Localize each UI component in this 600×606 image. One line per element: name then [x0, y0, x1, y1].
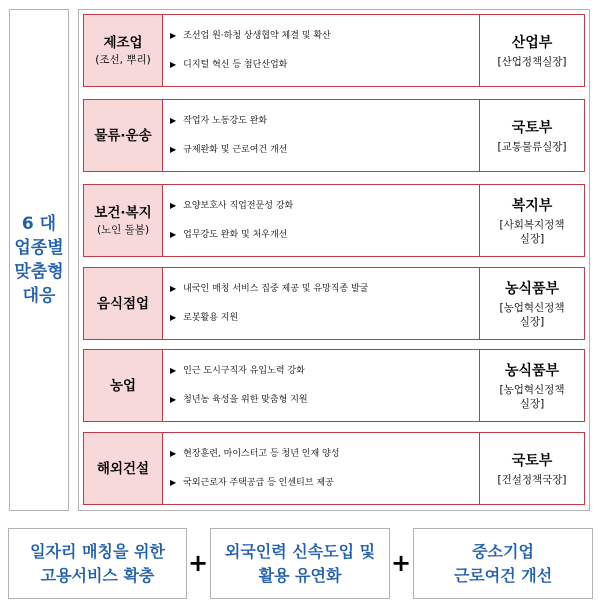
sector-row — [83, 99, 585, 172]
measure-text: 업무강도 완화 및 처우개선 — [183, 230, 288, 241]
measure-item — [162, 309, 480, 327]
measure-list — [162, 185, 480, 256]
measure-list — [162, 15, 480, 86]
sector-cell — [84, 15, 163, 86]
agency-cell — [479, 15, 584, 86]
agency-cell — [479, 100, 584, 171]
measure-item — [162, 27, 480, 45]
measure-item — [162, 226, 480, 244]
sector-cell — [84, 268, 163, 339]
sector-row — [83, 267, 585, 340]
office-name: [산업정책실장] — [497, 55, 567, 68]
ministry-name: 국토부 — [511, 119, 553, 136]
sector-name: 해외건설 — [96, 460, 150, 477]
plus-symbol-2: + — [391, 549, 412, 577]
measure-item — [162, 56, 480, 74]
measure-text: 디지털 혁신 등 첨단산업화 — [183, 60, 288, 71]
plus-symbol-1: + — [188, 549, 209, 577]
measure-list — [162, 100, 480, 171]
measure-list — [162, 268, 480, 339]
office-name: [교통물류실장] — [497, 140, 567, 153]
office-name: [농업혁신정책 실장] — [499, 383, 565, 410]
measure-text: 청년농 육성을 위한 맞춤형 지원 — [183, 395, 308, 406]
sector-row — [83, 432, 585, 505]
sector-name: 음식점업 — [96, 295, 150, 312]
measure-text: 인근 도시구직자 유입노력 강화 — [183, 365, 305, 376]
measure-item — [162, 445, 480, 463]
agency-cell — [479, 433, 584, 504]
triangle-bullet-icon: ▶ — [170, 30, 177, 40]
triangle-bullet-icon: ▶ — [170, 283, 177, 293]
measure-text: 조선업 원·하청 상생협약 체결 및 확산 — [183, 30, 331, 41]
agency-cell — [479, 185, 584, 256]
triangle-bullet-icon: ▶ — [170, 115, 177, 125]
measure-list — [162, 350, 480, 421]
measure-item — [162, 391, 480, 409]
triangle-bullet-icon: ▶ — [170, 145, 177, 155]
office-name: [건설정책국장] — [497, 473, 567, 486]
measure-text: 내국인 매칭 서비스 집중 제공 및 유망직종 발굴 — [183, 283, 369, 294]
bottom-text-sme-conditions: 중소기업 근로여건 개선 — [453, 541, 553, 585]
sector-name: 제조업 — [103, 35, 143, 51]
measure-item — [162, 362, 480, 380]
ministry-name: 농식품부 — [504, 362, 560, 379]
bottom-text-foreign-workforce: 외국인력 신속도입 및 활용 유연화 — [224, 541, 376, 585]
measure-text: 규제완화 및 근로여건 개선 — [183, 145, 288, 156]
triangle-bullet-icon: ▶ — [170, 230, 177, 240]
ministry-name: 국토부 — [511, 452, 553, 469]
triangle-bullet-icon: ▶ — [170, 60, 177, 70]
sector-name: 보건·복지 — [94, 205, 152, 221]
measure-item — [162, 280, 480, 298]
sector-row — [83, 14, 585, 87]
sector-cell — [84, 350, 163, 421]
measure-text: 작업자 노동강도 완화 — [183, 115, 268, 126]
triangle-bullet-icon: ▶ — [170, 365, 177, 375]
measure-item — [162, 474, 480, 492]
sector-cell — [84, 100, 163, 171]
sector-row — [83, 349, 585, 422]
triangle-bullet-icon: ▶ — [170, 478, 177, 488]
triangle-bullet-icon: ▶ — [170, 200, 177, 210]
sector-subtitle: (조선, 뿌리) — [95, 54, 151, 66]
sector-name: 물류·운송 — [94, 127, 152, 144]
bottom-text-employment-service: 일자리 매칭을 위한 고용서비스 확충 — [30, 541, 165, 585]
bottom-box-foreign-workforce — [210, 528, 390, 599]
sector-cell — [84, 433, 163, 504]
measure-text: 현장훈련, 마이스터고 등 청년 인재 양성 — [183, 448, 340, 459]
left-category-label: 6 대 업종별 맞춤형 대응 — [14, 214, 64, 306]
sector-name: 농업 — [109, 377, 137, 394]
agency-cell — [479, 350, 584, 421]
measure-item — [162, 141, 480, 159]
bottom-box-sme-conditions — [413, 528, 593, 599]
agency-cell — [479, 268, 584, 339]
measure-item — [162, 197, 480, 215]
left-category-box — [9, 9, 69, 511]
bottom-box-employment-service — [8, 528, 187, 599]
triangle-bullet-icon: ▶ — [170, 448, 177, 458]
office-name: [농업혁신정책 실장] — [499, 301, 565, 328]
triangle-bullet-icon: ▶ — [170, 313, 177, 323]
ministry-name: 산업부 — [511, 34, 553, 51]
measure-list — [162, 433, 480, 504]
sector-row — [83, 184, 585, 257]
measure-text: 국외근로자 주택공급 등 인센티브 제공 — [183, 478, 334, 489]
measure-text: 요양보호사 직업전문성 강화 — [183, 200, 294, 211]
ministry-name: 농식품부 — [504, 280, 560, 297]
sector-cell — [84, 185, 163, 256]
sector-subtitle: (노인 돌봄) — [96, 224, 150, 236]
ministry-name: 복지부 — [511, 197, 553, 214]
measure-item — [162, 112, 480, 130]
triangle-bullet-icon: ▶ — [170, 395, 177, 405]
office-name: [사회복지정책 실장] — [499, 218, 565, 245]
measure-text: 로봇활용 지원 — [183, 313, 239, 324]
